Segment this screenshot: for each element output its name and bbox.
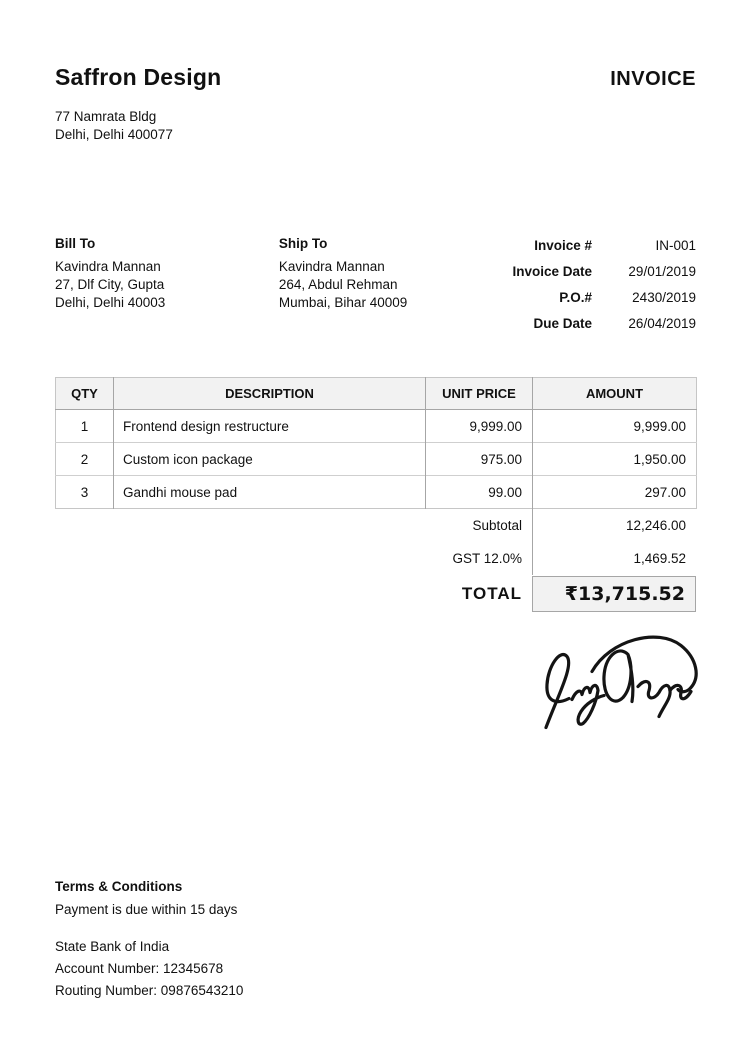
item-amount: 9,999.00 bbox=[533, 410, 697, 443]
item-amount: 1,950.00 bbox=[533, 443, 697, 476]
bank-routing-number: Routing Number: 09876543210 bbox=[55, 983, 244, 998]
footer bbox=[55, 878, 243, 1002]
table-row bbox=[56, 443, 697, 476]
item-qty: 1 bbox=[56, 410, 114, 443]
item-description: Custom icon package bbox=[114, 443, 426, 476]
signature bbox=[532, 628, 702, 736]
header-amount: AMOUNT bbox=[533, 378, 697, 410]
meta-label: Invoice Date bbox=[512, 263, 592, 279]
bank-name: State Bank of India bbox=[55, 939, 170, 954]
meta-row-invoice-number bbox=[492, 232, 696, 258]
terms-line: Payment is due within 15 days bbox=[55, 902, 238, 917]
parties-section bbox=[55, 236, 696, 336]
subtotal-row bbox=[55, 509, 696, 542]
ship-to-line: Mumbai, Bihar 40009 bbox=[278, 295, 408, 310]
meta-row-due-date bbox=[492, 310, 696, 336]
item-description: Gandhi mouse pad bbox=[114, 476, 426, 509]
total-label: TOTAL bbox=[461, 584, 522, 603]
item-unit-price: 975.00 bbox=[426, 443, 533, 476]
tax-value: 1,469.52 bbox=[532, 542, 696, 575]
ship-to-heading: Ship To bbox=[278, 236, 328, 251]
tax-row bbox=[55, 542, 696, 575]
tax-label: GST 12.0% bbox=[452, 551, 522, 566]
bank-details bbox=[55, 936, 243, 1002]
bill-to-line: Kavindra Mannan bbox=[55, 259, 161, 274]
items-table bbox=[55, 377, 697, 509]
item-unit-price: 9,999.00 bbox=[426, 410, 533, 443]
invoice-meta-block bbox=[492, 232, 696, 336]
meta-row-po-number bbox=[492, 284, 696, 310]
header-unit-price: UNIT PRICE bbox=[426, 378, 533, 410]
subtotal-value: 12,246.00 bbox=[532, 509, 696, 542]
meta-label: Invoice # bbox=[534, 237, 592, 253]
item-amount: 297.00 bbox=[533, 476, 697, 509]
table-row bbox=[56, 476, 697, 509]
terms-heading: Terms & Conditions bbox=[55, 879, 183, 894]
ship-to-block bbox=[279, 236, 492, 336]
header-qty: QTY bbox=[56, 378, 114, 410]
company-address-line: 77 Namrata Bldg bbox=[55, 109, 157, 124]
ship-to-line: Kavindra Mannan bbox=[278, 259, 385, 274]
bill-to-line: Delhi, Delhi 40003 bbox=[55, 295, 166, 310]
ship-to-line: 264, Abdul Rehman bbox=[278, 277, 398, 292]
item-description: Frontend design restructure bbox=[114, 410, 426, 443]
company-name: Saffron Design bbox=[55, 64, 222, 90]
meta-value: 29/01/2019 bbox=[628, 263, 696, 279]
bill-to-heading: Bill To bbox=[55, 236, 96, 251]
meta-value: 2430/2019 bbox=[632, 289, 696, 305]
bill-to-block bbox=[55, 236, 279, 336]
table-row bbox=[56, 410, 697, 443]
item-qty: 2 bbox=[56, 443, 114, 476]
item-qty: 3 bbox=[56, 476, 114, 509]
signature-image bbox=[532, 628, 702, 736]
meta-row-invoice-date bbox=[492, 258, 696, 284]
meta-label: P.O.# bbox=[559, 289, 592, 305]
bill-to-line: 27, Dlf City, Gupta bbox=[55, 277, 165, 292]
items-table-area bbox=[55, 377, 696, 612]
total-row bbox=[55, 576, 696, 612]
company-address-line: Delhi, Delhi 400077 bbox=[55, 127, 173, 142]
table-header-row bbox=[56, 378, 697, 410]
document-title: INVOICE bbox=[610, 68, 696, 90]
total-value: ₹13,715.52 bbox=[532, 576, 696, 612]
subtotal-label: Subtotal bbox=[472, 518, 522, 533]
meta-value: 26/04/2019 bbox=[628, 315, 696, 331]
meta-label: Due Date bbox=[533, 315, 592, 331]
bank-account-number: Account Number: 12345678 bbox=[55, 961, 224, 976]
item-unit-price: 99.00 bbox=[426, 476, 533, 509]
header-description: DESCRIPTION bbox=[114, 378, 426, 410]
brand-row bbox=[55, 64, 696, 91]
meta-value: IN-001 bbox=[655, 237, 696, 253]
company-address bbox=[55, 108, 173, 144]
